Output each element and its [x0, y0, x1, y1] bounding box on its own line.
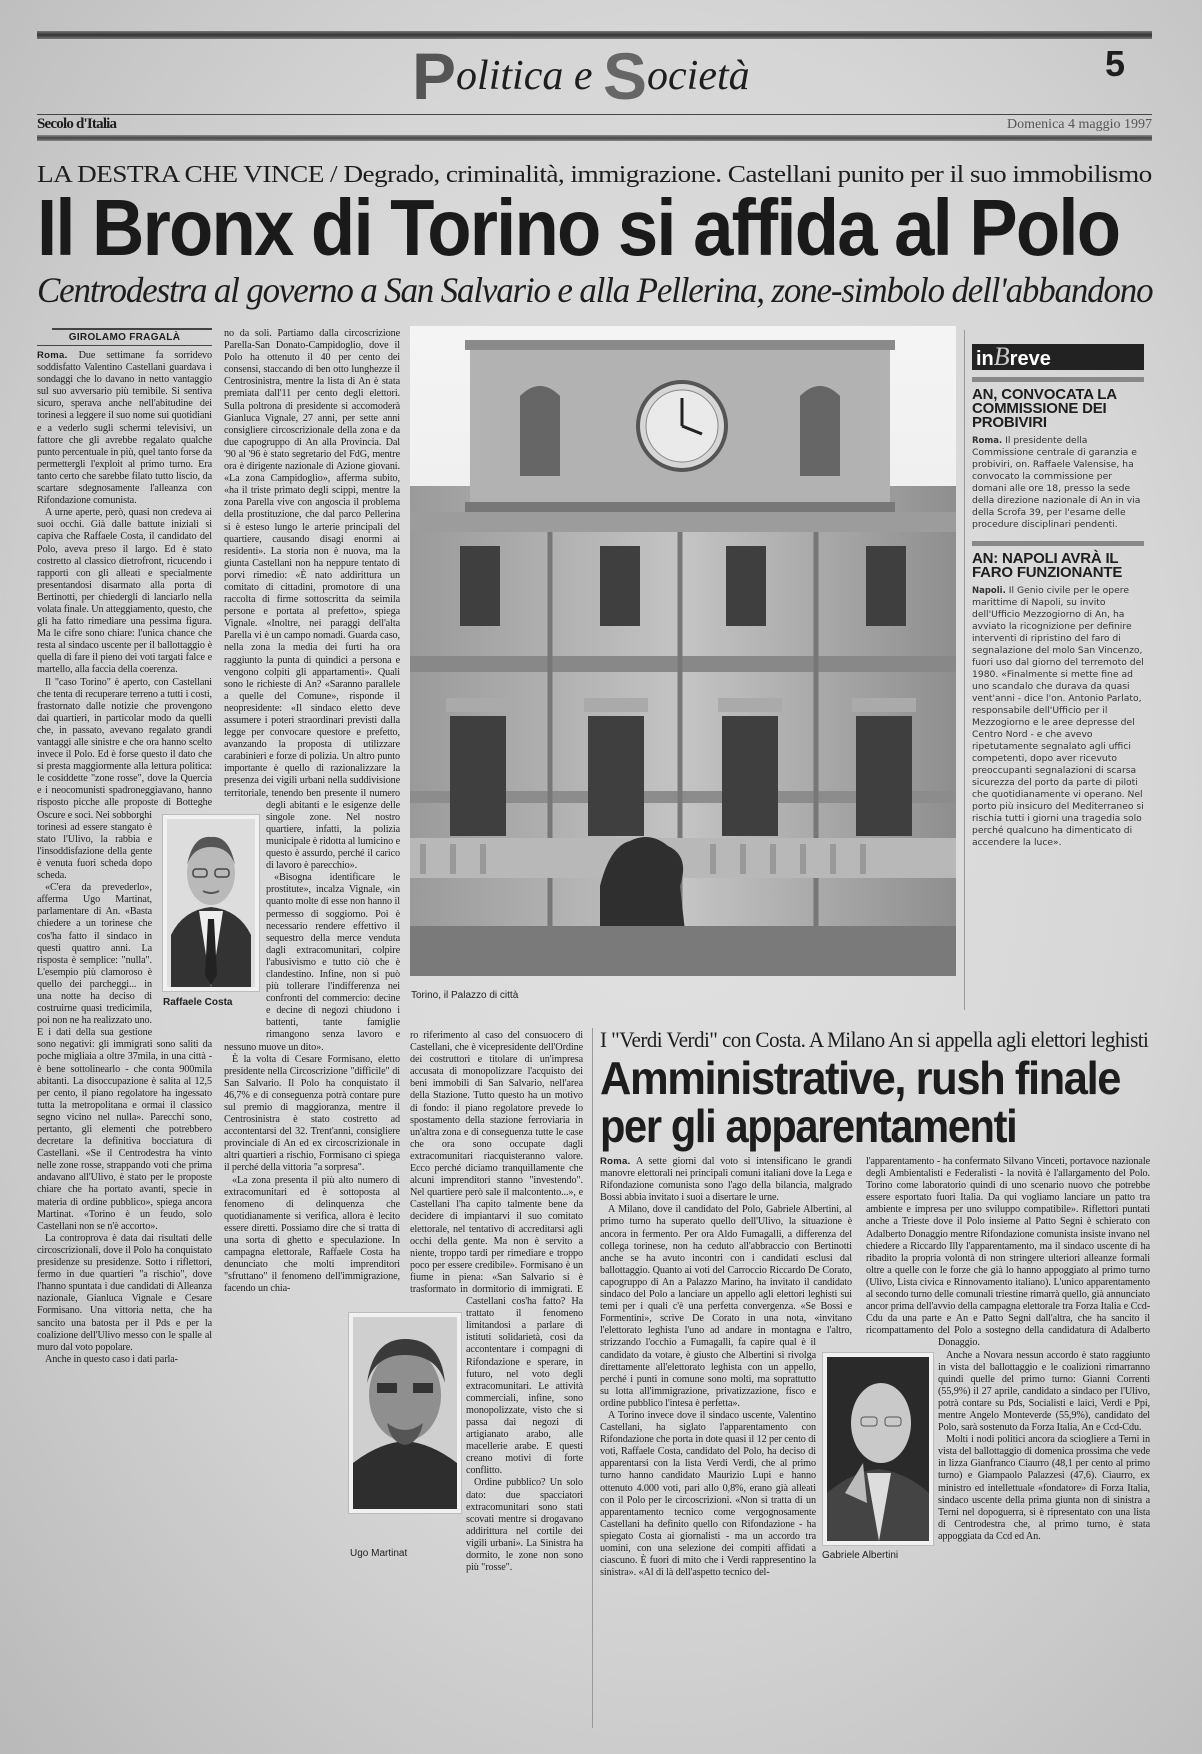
- caption-albertini: Gabriele Albertini: [822, 1550, 899, 1561]
- second-kicker: [600, 1028, 1148, 1052]
- photo-caption: Torino, il Palazzo di città: [411, 990, 519, 1001]
- second-kicker-text: I "Verdi Verdi" con Costa. A Milano An si appella agli elettori leghisti: [600, 1027, 1149, 1052]
- caption-martinat: Ugo Martinat: [350, 1548, 408, 1559]
- section-title-initial-p: P: [412, 39, 457, 113]
- brief-title: AN: NAPOLI AVRÀ IL FARO FUNZIONANTE: [972, 550, 1123, 581]
- brief-text: Roma. Il presidente della Commissione centrale di garanzia e probiviri, on. Raffaele Valensise, ha convocato la commissione per domani alle ore 18, presso la sede della direzione nazionale di An in via della Scrofa 39, per l'esame delle procedure disciplinari pendenti.: [972, 435, 1141, 530]
- paragraph: «C'era da prevederlo», afferma Ugo Martinat, parlamentare di An. «Basta chiedere a un torinese che cos'ha fatto il sindaco in questi quattro anni. La risposta è semplice: "nulla". L'esempio più clamoroso è quello dei parcheggi... in una notte ha deciso di costruirne quasi tredicimila, poi non ne ha realizzato uno. E i dati della sua gestione sono negativi: gli immigrati sono saliti da poche migliaia a oltre 37mila, in una città - è bene sottolinearlo - che conta 900mila abitanti. La disoccupazione è salita al 12,5 per cento, il piano regolatore ha ingessato tutta la metropolitana e ormai il classico segno vicino nel nulla». Parecchi sono, pertanto, gli elementi che potrebbero decretare la definitiva bocciatura di Castellani. «Se il Centrodestra ha vinto nelle zone rosse, strappando voti che prima andavano all'Ulivo, è stato per le proposte chiare che ha portato avanti, specie in materia di ordine pubblico», spiega ancora Martinat. «Torino è un feudo, solo Castellani non se n'è accorto».: [37, 882, 212, 1232]
- kicker-text: LA DESTRA CHE VINCE / Degrado, criminalità, immigrazione. Castellani punito per il suo immobilismo: [37, 162, 1152, 188]
- section-title: [412, 39, 782, 113]
- paragraph: A Torino invece dove il sindaco uscente, Valentino Castellani, ha siglato l'apparentamento con Rifondazione che porta in dote quasi il 12 per cento di voti, Raffaele Costa, candidato del Polo, ha deciso di apparentarsi con la lista Verdi Verdi, che al primo turno hanno candidato Maurizio Lupi e hanno ottenuto 4.000 voti, pari allo 0,8%, erano già alleati con il Polo per le circoscrizioni. «Non si tratta di un apparentamento tecnico come vergognosamente Castellani ha definito quello con Rifondazione - ha spiegato Costa ai giornalisti - ma un accordo tra uomini, con una selezione dei compiti affidati a ciascuno. È fuori di mito che i Verdi rappresentino la sinistra». «Al di là dell'aspetto tecnico del-: [600, 1409, 816, 1579]
- article-divider: [592, 1028, 593, 1728]
- brief-item: [972, 388, 1144, 531]
- portrait-photo: [823, 1353, 933, 1545]
- clock-icon: [638, 382, 726, 470]
- portrait-raffaele-costa: [162, 814, 260, 992]
- paragraph: ro riferimento al caso del consuocero di Castellani, che è vicepresidente dell'Ordine dei costruttori e titolare di un'impresa accusata di monopolizzare l'acquisto dei beni immobili di San Salvario, nell'area della Stazione. Tutto questo ha un motivo di fondo: il piano regolatore prevede lo spostamento della stazione ferroviaria in un'altra zona e di conseguenza tutte le case che ora sono occupate dagli extracomunitari riacquisteranno valore. Ecco perché diciamo tranquillamente che alcuni imprenditori stanno "investendo". Nel quartiere però sale il malcontento...», e Castellani l'ha capito talmente bene da decidere di impiantarvi il suo comitato elettorale, nel tentativo di accreditarsi agli occhi della gente. Ma non è servito a niente, troppo tardi per rimediare e troppo poco per essere credibile». Formisano è un fiume in piena: «San Salvario si è trasformato in dormitorio di immigrati. E Castellani cos'ha fatto? Ha trattato il fenomeno limitandosi a parlare di istituti solidarietà, così da accontentare i compagni di Rifondazione e sperare, in futuro, nel voto degli extracomunitari. Le attività commerciali, infine, sono monopolizzate, visto che si passa dai negozi di artigianato arabo, alle macellerie arabe. E questi creano motivi di forte conflitto.: [410, 1030, 583, 1477]
- divider: [972, 541, 1144, 546]
- page-number: 5: [1105, 43, 1126, 84]
- top-rule: [37, 31, 1152, 39]
- issue-date: Domenica 4 maggio 1997: [1006, 117, 1152, 132]
- second-headline: [600, 1054, 1140, 1150]
- subheadline-text: Centrodestra al governo a San Salvario e alla Pellerina, zone-simbolo dell'abbandono: [37, 270, 1153, 310]
- masthead-bottom-rule: [37, 135, 1152, 141]
- paragraph: Il "caso Torino" è aperto, con Castellani che tenta di recuperare terreno a tutti i costi, frastornato dalle notizie che provengono dai quartieri, in particolar modo da quelli che, in passato, avevano regalato grandi vantaggi alle sinistre e che ora hanno scelto invece il Polo. Ed è forse questo il dato che si presta maggiormente alla lettura politica: le cosiddette "zone rosse", dove la Quercia e i neocomunisti spadroneggiavano, hanno risposto picche alle proposte di Botteghe Oscure e soci. Nei sobborghi torinesi ad essere stangato è stato l'Ulivo, la rabbia e l'insoddisfazione della gente è venuta fuori scheda dopo scheda.: [37, 676, 212, 882]
- photo-palazzo-di-citta: [410, 326, 956, 976]
- paragraph: Anche a Novara nessun accordo è stato raggiunto in vista del ballottaggio e le coalizioni rimarranno quindi quelle del primo turno: Gianni Correnti (55,9%) il 27 aprile, candidato a sindaco per l'Ulivo, potrà contare su Pds, Socialisti e laici, Verdi e Ppi, mentre Angelo Monteverde (55,9%), candidato del Polo, sarà sostenuto da Forza Italia, An e Ccd-Cdu.: [938, 1349, 1150, 1434]
- caption-costa: Raffaele Costa: [163, 997, 233, 1008]
- headline-line: Amministrative, rush finale: [600, 1052, 1120, 1104]
- section-title-text: olitica e: [456, 53, 603, 99]
- divider: [972, 377, 1144, 382]
- main-subheadline: [37, 270, 1152, 310]
- headline-text: Il Bronx di Torino si affida al Polo: [37, 183, 1120, 272]
- section-title-initial-s: S: [603, 39, 648, 113]
- masthead-rule: [37, 114, 1152, 115]
- in-breve-column: [972, 344, 1144, 849]
- portrait-photo: [163, 815, 259, 991]
- dateline: Roma.: [600, 1156, 631, 1167]
- headline-line: per gli apparentamenti: [600, 1100, 1017, 1152]
- paragraph: l'apparentamento - ha confermato Silvano Vinceti, portavoce nazionale degli Ambientalisti e Federalisti - la novità è l'allargamento del Polo. Torino come laboratorio quindi di uno scenario nuovo che potrebbe essere esportato fuori Italia. Da qui vogliamo lanciare un patto tra ambiente e impresa per uno sviluppo compatibile». Riflettori puntati anche a Trieste dove il Polo insieme al Patto Segni è schierato con Adalberto Donaggio mentre Rifondazione comunista insiste invano nel chiedere a Riccardo Illy l'apparentamento, ma il sindaco uscente di ha ribadito la propria volontà di non stringere ulteriori alleanze formali oltre a quelle con le forze che già lo hanno appoggiato al primo turno (Ulivo, Lista civica e Rinnovamento italiano). L'unico apparentamento al secondo turno delle comunali triestine rimarrà quello, già annunciato ancor prima dell'avvio della campagna elettorale tra Forza Italia e Ccd-Cdu da una parte e An e Patto Segni dall'altra, che ha sancito il ricompattamento del Polo a sostegno della candidatura di Adalberto Donaggio.: [866, 1156, 1150, 1349]
- column-divider: [964, 330, 965, 1010]
- in-breve-label: inBreve: [972, 344, 1144, 370]
- paragraph: «Bisogna identificare le prostitute», incalza Vignale, «in quanto molte di esse non hanno il permesso di soggiorno. Poi è necessario rendere effettivo il sequestro della merce venduta dagli extracomunitari, colpire l'abusivismo e tutto ciò che è clandestino. Infine, non si può più tollerare l'indifferenza nei confronti del commercio: decine e decine di negozi chiudono i battenti, tante famiglie rimangono senza lavoro e nessuno muove un dito».: [224, 872, 400, 1053]
- portrait-ugo-martinat: [348, 1312, 462, 1514]
- paragraph: È la volta di Cesare Formisano, eletto presidente nella Circoscrizione "difficile" di San Salvario. Il Polo ha conquistato il 46,7% e di conseguenza potrà contare pure sul premio di maggioranza, mentre il Centrosinistra è stato costretto ad accontentarsi del 32. Trent'anni, consigliere provinciale di An ed ex circoscrizionale in altri quartieri a rischio, Formisano ci spiega il perché della vittoria "a sorpresa".: [224, 1053, 400, 1174]
- paragraph: Molti i nodi politici ancora da sciogliere a Terni in vista del ballottaggio di domenica prossima che vede in lizza Gianfranco Ciaurro (48,1 per cento al primo turno) e Giampaolo Palazzesi (47,6). Ciaurro, ex ministro ed intellettuale «fondatore» di Forza Italia, sindaco uscente della prima giunta non di sinistra a Terni nel dopoguerra, si è ripresentato con una lista di Centrodestra che, al primo turno, è stata appoggiata da Ccd ed An.: [938, 1434, 1150, 1542]
- paragraph: Ordine pubblico? Un solo dato: due spacciatori extracomunitari sono stati scovati mentre si drogavano addirittura nel cortile dei vigili urbani». La Sinistra ha dormito, le zone non sono più "rosse".: [466, 1477, 583, 1574]
- paragraph: La controprova è data dai risultati delle circoscrizionali, dove il Polo ha conquistato presidenze su presidenze. Sotto i riflettori, fermo in due quartieri "a rischio", dove l'hanno spuntata i due candidati di Alleanza nazionale, Gianluca Vignale e Cesare Formisano. Una vittoria netta, che ha sancito una batosta per il Pds e per la coalizione dell'Ulivo messo con le spalle al muro dal voto popolare.: [37, 1232, 212, 1353]
- paragraph: no da soli. Partiamo dalla circoscrizione Parella-San Donato-Campidoglio, dove il Polo ha ottenuto il 40 per cento dei consensi, staccando di ben otto lunghezze il Centrosinistra, mentre la lista di An è stata premiata dall'11 per cento degli elettori. Sulla poltrona di presidente si accomoderà Gianluca Vignale, 27 anni, per sette anni consigliere circoscrizionale della zona e da due capogruppo di An alla Provincia. Dal '90 al '96 è stato segretario del FdG, mentre ora è dirigente nazionale di Azione giovani. «La zona Campidoglio», afferma subito, «ha il triste primato degli scippi, mentre la zona Parella vive con angoscia il problema della prostituzione, che dal parco Pellerina si è esteso lungo le arterie principali del quartiere, causando disagi enormi ai residenti». La storia non è nuova, ma la giunta Castellani non ha neppure tentato di porvi rimedio: «È nato addirittura un comitato di cittadini, promotore di una raccolta di firme sottoscritta da seimila persone e portata al prefetto», spiega Vignale. «Inoltre, nei paraggi dell'alta Parella vi è un campo nomadi. Guarda caso, nella zona la media dei furti ha ora raggiunto la punta di quindici a persona e vengono colpiti gli appartamenti». Quali sono le richieste di An? «Saranno parallele a quelle del Comune», risponde il neopresidente: «Il sindaco eletto deve assumere i poteri straordinari previsti dalla legge per convocare questore e prefetto, avanzando la proposta di utilizzare carabinieri e forze di polizia. Un altro punto importante è quello di razionalizzare la presenza dei vigili urbani nella suddivisione territoriale, tenendo ben presente il numero degli abitanti e le esigenze delle singole zone. Nel nostro quartiere, infatti, la polizia municipale è ridotta al lumicino e questo è assurdo, perché il carico di lavoro è parecchio».: [224, 328, 400, 872]
- paragraph: A Milano, dove il candidato del Polo, Gabriele Albertini, al primo turno ha superato quello dell'Ulivo, la situazione è ancora in fermento. Per ora Aldo Fumagalli, a differenza del collega torinese, non ha ceduto all'abbraccio con Bertinotti anche se ha avuto incontri con i candidati esclusi dal ballottaggio. Quanto ai voti del Carroccio Riccardo De Corato, capogruppo di An a Palazzo Marino, ha invitato il candidato sindaco del Polo a lanciare un appello agli elettori leghisti sui temi per i quali c'è una perfetta convergenza. «Se Bossi e Formentini», scrive De Corato in una nota, «invitano l'elettorato leghista l'uno ad andare in montagna e l'altro, strizzando l'occhio a Fumagalli, fa capire qual è il candidato da votare, è giusto che Albertini si rivolga direttamente all'elettorato leghista con un appello, perché i punti in comune sono molti, ma soprattutto su lotta all'immigrazione, privatizzazione, fisco e ordine pubblico l'intesa è perfetta».: [600, 1204, 852, 1409]
- building-photo: [410, 326, 956, 976]
- paragraph: Roma. A sette giorni dal voto si intensificano le grandi manovre elettorali nei principali comuni italiani dove la Lega e Rifondazione comunista sono l'ago della bilancia, malgrado Bossi abbia invitato i suoi a disertare le urne.: [600, 1156, 852, 1204]
- newspaper-name: Secolo d'Italia: [37, 116, 117, 132]
- section-title-text-2: ocietà: [647, 53, 750, 99]
- brief-title: AN, CONVOCATA LA COMMISSIONE DEI PROBIVIRI: [972, 386, 1117, 431]
- byline-rule: [52, 328, 212, 330]
- brief-item: [972, 552, 1144, 849]
- byline: GIROLAMO FRAGALÀ: [68, 332, 181, 343]
- second-article-column-1: [600, 1156, 852, 1579]
- portrait-gabriele-albertini: [822, 1352, 934, 1546]
- byline-rule-bottom: [37, 345, 212, 346]
- brief-text: Napoli. Il Genio civile per le opere marittime di Napoli, su invito dell'Ufficio Mezzogiorno di An, ha avviato la ricognizione per definire interventi di ripristino del faro di segnalazione del molo San Vincenzo, fuori uso dal giorno del terremoto del 1980. «Finalmente si mette fine ad uno scandalo che durava da quasi vent'anni - dice l'on. Antonio Parlato, responsabile dell'Ufficio per il Mezzogiorno e le aree depresse del Centro Nord - e che avevo ripetutamente segnalato agli uffici competenti, dopo aver ricevuto preoccupanti segnalazioni di scarsa sicurezza del porto da parte di piloti che quotidianamente vi operano. Nel porto più insicuro del Mediterraneo si rischia tutti i giorni una tragedia solo perché qualcuno ha dimenticato di accendere la luce».: [972, 585, 1144, 848]
- paragraph: A urne aperte, però, quasi non credeva ai suoi occhi. Già dalle battute iniziali si capiva che Raffaele Costa, il candidato del Polo, aveva preso il largo. Ed è stato costretto al classico dietrofront, ricucendo i rapporti con gli alleati e specialmente presentandosi disarmato alla porta di Bertinotti, per chiedergli di lanciarlo nella volata finale. Un atteggiamento, questo, che gli ha fatto rimediare una pessima figura. Ma le cifre sono chiare: l'unica chance che resta al sindaco uscente per il ballottaggio è quella di fare il pieno dei voti targati falce e martello, alla faccia della coerenza.: [37, 507, 212, 676]
- paragraph: Anche in questo caso i dati parla-: [45, 1353, 178, 1365]
- portrait-photo: [349, 1313, 461, 1513]
- dateline: Roma.: [37, 350, 68, 361]
- paragraph: Roma. Due settimane fa sorridevo soddisfatto Valentino Castellani guardava i sondaggi che lo davano in netto vantaggio sul suo avversario più temibile. Si sentiva sicuro, sperava anche nell'abitudine dei torinesi a leggere il suo nome sui quotidiani e a vederlo sugli schermi televisivi, un fattore che gli avrebbe regalato qualche punto percentuale in più, quel tanto forse da permettergli l'exploit al primo turno. Era tanto certo che sarebbe filato tutto liscio, da scartare sdegnosamente l'alleanza con Rifondazione comunista.: [37, 350, 212, 507]
- main-headline: [37, 183, 1120, 272]
- paragraph: «La zona presenta il più alto numero di extracomunitari ed è sottoposta al fenomeno di delinquenza che quotidianamente si verifica, allora è lecito essere diretti. Possiamo dire che si tratta di una sorta di ghetto e speculazione. In campagna elettorale, Raffaele Costa ha denunciato che molti imprenditori "sfruttano" il fenomeno dell'immigrazione, facendo un chia-: [224, 1174, 400, 1295]
